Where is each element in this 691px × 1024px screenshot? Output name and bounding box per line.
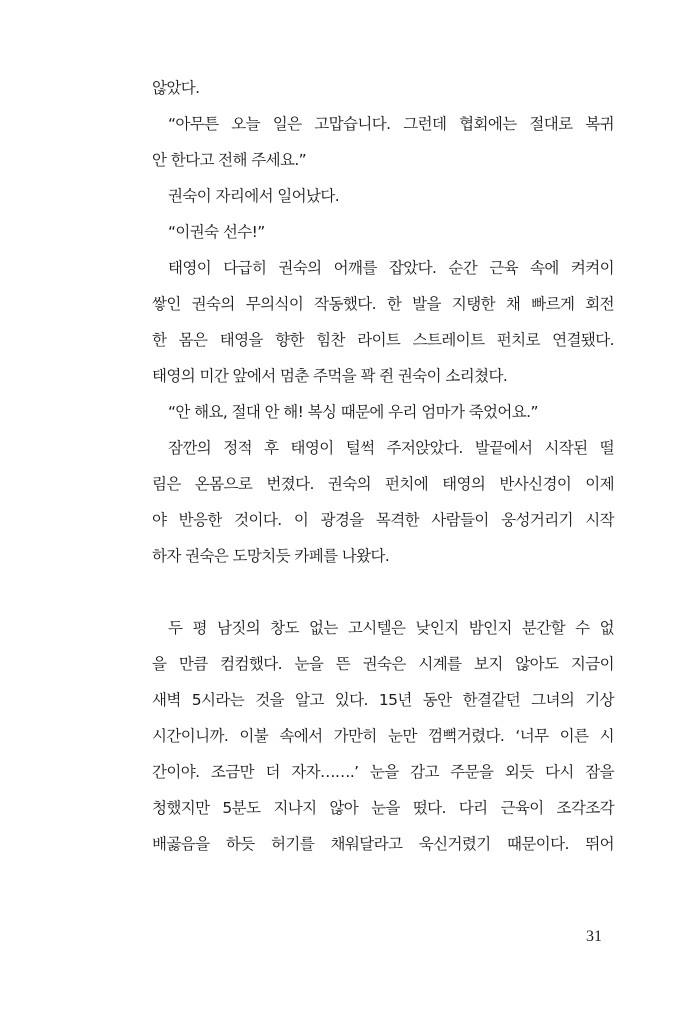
text-line: 않았다. — [152, 79, 200, 97]
text-line: 한 몸은 태영을 향한 힘찬 라이트 스트레이트 펀치로 연결됐다. — [152, 331, 614, 349]
text-line: 쌓인 권숙의 무의식이 작동했다. 한 발을 지탱한 채 빠르게 회전 — [152, 295, 614, 313]
text-line: 새벽 5시라는 것을 알고 있다. 15년 동안 한결같던 그녀의 기상 — [152, 691, 614, 709]
text-line: 을 만큼 컴컴했다. 눈을 뜬 권숙은 시계를 보지 않아도 지금이 — [152, 655, 614, 673]
text-line: 배곯음을 하듯 허기를 채워달라고 욱신거렸기 때문이다. 뛰어 — [152, 835, 614, 853]
text-line: 두 평 남짓의 창도 없는 고시텔은 낮인지 밤인지 분간할 수 없 — [168, 619, 614, 637]
text-line: 청했지만 5분도 지나지 않아 눈을 떴다. 다리 근육이 조각조각 — [152, 799, 614, 817]
text-line: 태영의 미간 앞에서 멈춘 주먹을 꽉 쥔 권숙이 소리쳤다. — [152, 367, 508, 385]
page-number: 31 — [586, 928, 602, 945]
text-line: “안 해요, 절대 안 해! 복싱 때문에 우리 엄마가 죽었어요.” — [168, 403, 538, 421]
text-line: 림은 온몸으로 번졌다. 권숙의 펀치에 태영의 반사신경이 이제 — [152, 475, 614, 493]
text-line: “아무튼 오늘 일은 고맙습니다. 그런데 협회에는 절대로 복귀 — [168, 115, 614, 133]
text-line: 하자 권숙은 도망치듯 카페를 나왔다. — [152, 547, 390, 565]
text-line: 잠깐의 정적 후 태영이 털썩 주저앉았다. 발끝에서 시작된 떨 — [168, 439, 614, 457]
text-line: 야 반응한 것이다. 이 광경을 목격한 사람들이 웅성거리기 시작 — [152, 511, 614, 529]
text-line: 태영이 다급히 권숙의 어깨를 잡았다. 순간 근육 속에 켜켜이 — [168, 259, 614, 277]
text-line: 안 한다고 전해 주세요.” — [152, 151, 307, 169]
text-line: 간이야. 조금만 더 자자…….’ 눈을 감고 주문을 외듯 다시 잠을 — [152, 763, 614, 781]
text-line: 권숙이 자리에서 일어났다. — [168, 187, 340, 205]
text-line: 시간이니까. 이불 속에서 가만히 눈만 껌뻑거렸다. ‘너무 이른 시 — [152, 727, 614, 745]
text-line: “이권숙 선수!” — [168, 223, 265, 241]
